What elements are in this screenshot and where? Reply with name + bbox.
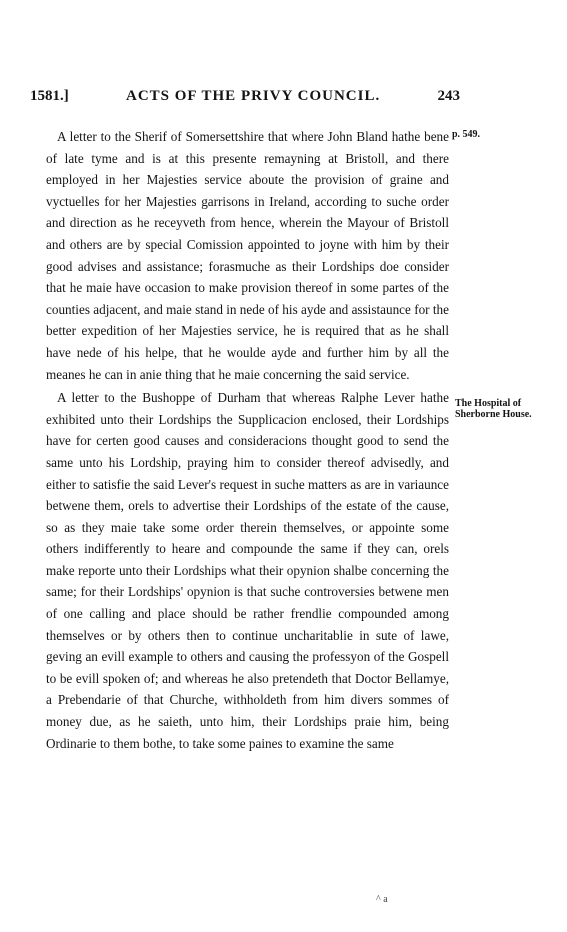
margin-note-page-reference: p. 549. [452,129,481,140]
running-head-year: 1581.] [30,88,69,104]
running-head-title: ACTS OF THE PRIVY COUNCIL. [126,88,381,104]
margin-note-hospital: The Hospital of Sherborne House. [455,398,532,420]
paragraph-letter-to-bushoppe: A letter to the Bushoppe of Durham that whereas Ralphe Lever hathe exhibited unto their Lordships the Supplicacion enclosed, their Lordships have for certen good causes and consideracions thought good to send the same unto his Lordship, praying him to consider thereof advisedly, and either to satisfie the said Lever's request in suche matters as are in variaunce betwene them, orels to advertise their Lordships of the estate of the cause, so as they maie take some order therein themselves, or appointe some others indifferently to heare and compounde the same if they can, orels make reporte unto their Lordships what their opynion shalbe concerning the same; for their Lordships' opynion is that suche controversies betwene men of one calling and place should be rather frendlie compounded among themselves or by others then to continue uncharitablie in sute of lawe, geving an evill example to others and causing the professyon of the Gospell to be evill spoken of; and whereas he also pretendeth that Doctor Bellamye, a Prebendarie of that Churche, withholdeth from him divers sommes of money due, as he saieth, unto him, their Lordships praie him, being Ordinarie to them bothe, to take some paines to examine the same [46,390,449,751]
catchword: ^ a [376,894,388,905]
body-text [46,126,449,754]
running-head [30,86,460,110]
page-number: 243 [437,88,460,104]
paragraph-letter-to-sherif: A letter to the Sherif of Somersettshire that where John Bland hathe bene of late tyme and is at this presente remayning at Bristoll, and there employed in her Majesties service aboute the provision of graine and vyctuelles for her Majesties garrisons in Ireland, according to suche order and direction as he receyveth from hence, wherein the Mayour of Bristoll and others are by special Comission appointed to joyne with him by their good advises and assistance; forasmuche as their Lordships doe consider that he maie have occasion to make provision thereof in some partes of the counties adjacent, and maie stand in nede of his ayde and assistaunce for the better expedition of her Majesties service, he is required that as he shall have nede of his helpe, that he woulde ayde and further him by all the meanes he can in anie thing that he maie concerning the said service. [46,129,449,382]
